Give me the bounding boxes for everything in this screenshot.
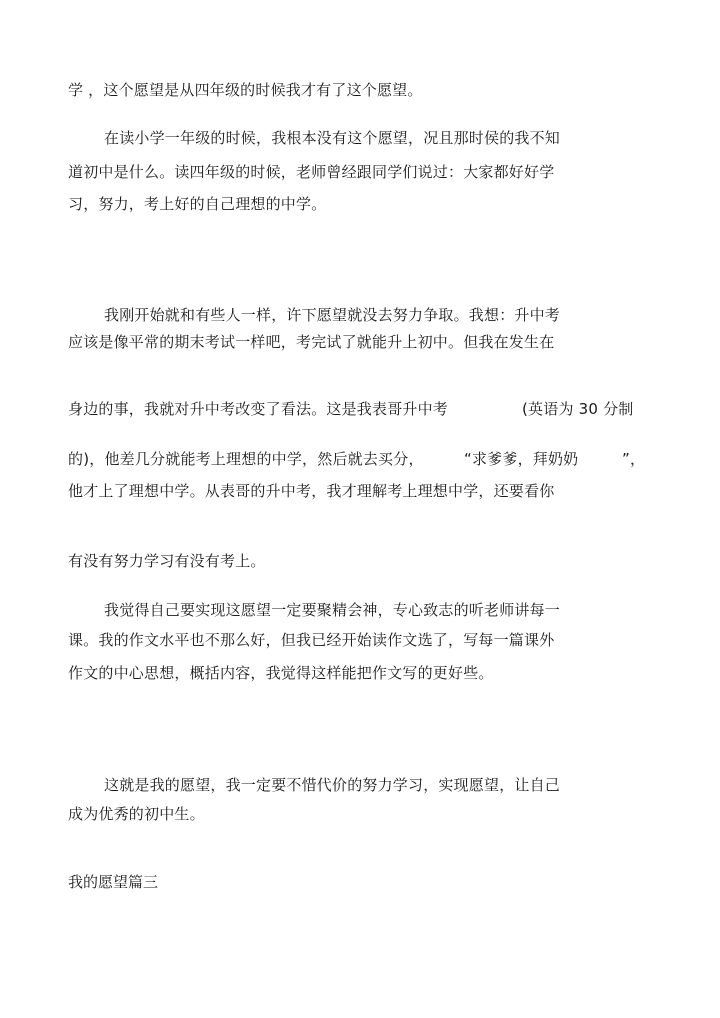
text-line: 这就是我的愿望，我一定要不惜代价的努力学习，实现愿望，让自己 [104, 776, 561, 794]
text-line: 他才上了理想中学。从表哥的升中考，我才理解考上理想中学，还要看你 [68, 482, 555, 500]
text-line: 课。我的作文水平也不那么好，但我已经开始读作文选了，写每一篇课外 [68, 631, 555, 649]
closing-quote: ”， [622, 450, 646, 468]
text-line: 有没有努力学习有没有考上。 [68, 552, 266, 570]
text-line: 习，努力，考上好的自己理想的中学。 [68, 195, 327, 213]
text-line: 道初中是什么。读四年级的时候，老师曾经跟同学们说过：大家都好好学 [68, 163, 555, 181]
text-line: 成为优秀的初中生。 [68, 805, 205, 823]
text-line: (英语为 30 分制 [522, 400, 634, 418]
text-line: 在读小学一年级的时候，我根本没有这个愿望，况且那时侯的我不知 [104, 129, 561, 147]
text-line: 身边的事，我就对升中考改变了看法。这是我表哥升中考 [68, 400, 449, 418]
text-line: 作文的中心思想，概括内容，我觉得这样能把作文写的更好些。 [68, 664, 494, 682]
text-line: 的)，他差几分就能考上理想的中学，然后就去买分， [68, 450, 424, 468]
section-heading: 我的愿望篇三 [68, 873, 159, 891]
quoted-phrase: “求爹爹，拜奶奶 [464, 450, 579, 468]
text-line: 我觉得自己要实现这愿望一定要聚精会神，专心致志的听老师讲每一 [104, 601, 561, 619]
text-line: 学 ，这个愿望是从四年级的时候我才有了这个愿望。 [68, 81, 423, 99]
text-line: 我刚开始就和有些人一样，许下愿望就没去努力争取。我想：升中考 [104, 306, 561, 324]
text-line: 应该是像平常的期末考试一样吧，考完试了就能升上初中。但我在发生在 [68, 333, 555, 351]
